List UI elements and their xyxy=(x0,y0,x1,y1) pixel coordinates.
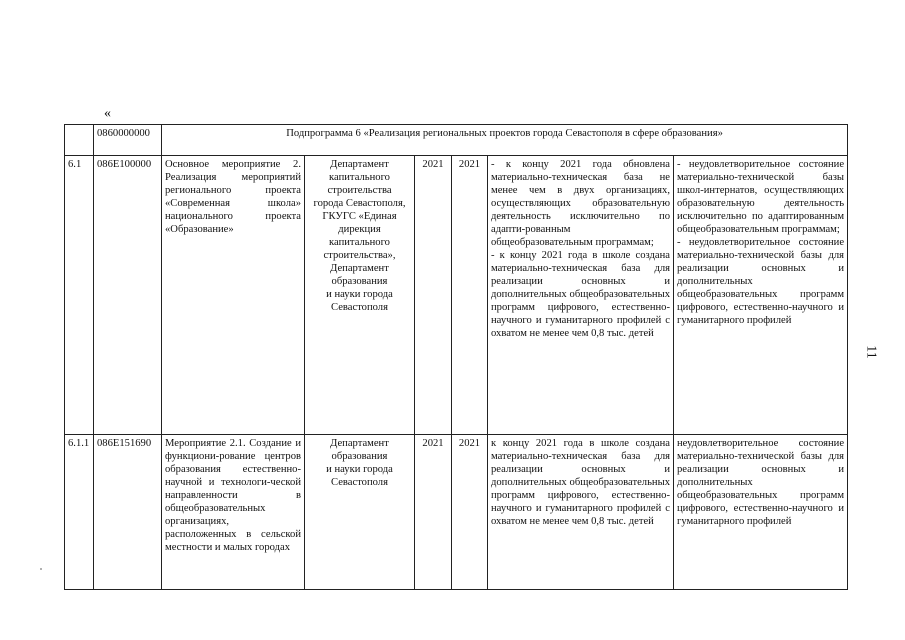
row-code: 086E151690 xyxy=(94,435,162,590)
row-activity-name: Мероприятие 2.1. Создание и функциони-рование центров образования естественно-научной и технологи-ческой направленности в общеобразовательных организациях, расположенных в сельской местности и малых городах xyxy=(162,435,305,590)
table-row xyxy=(65,435,848,590)
row-expected-result: - к концу 2021 года обновлена материально-техническая база не менее чем в двух организациях, осуществляющих образовательную деятельность исключительно по адапти-рованным общеобразовательным программам; - к концу 2021 года в школе создана материально-техническая база для реализации основных и дополнительных общеобразовательных программ цифрового, естественно-научного и гуманитарного профилей с охватом не менее чем 0,8 тыс. детей xyxy=(488,156,674,435)
subprogram-code: 0860000000 xyxy=(94,125,162,156)
empty-number-cell xyxy=(65,125,94,156)
subprogram-title: Подпрограмма 6 «Реализация региональных проектов города Севастополя в сфере образования» xyxy=(162,125,848,156)
row-executor: Департамент капитального строительства города Севастополя, ГКУГС «Единая дирекция капитального строительства», Департамент образования и науки города Севастополя xyxy=(305,156,415,435)
page-number: 11 xyxy=(863,345,879,359)
program-activities-table xyxy=(64,124,848,590)
row-year-end: 2021 xyxy=(452,435,488,590)
row-number: 6.1 xyxy=(65,156,94,435)
row-number: 6.1.1 xyxy=(65,435,94,590)
row-consequences: - неудовлетворительное состояние материально-технической базы школ-интернатов, осуществляющих образовательную деятельность исключительно по адаптированным общеобразовательным программам; - неудовлетворительное состояние материально-технической базы для реализации основных и дополнительных общеобразовательных программ цифрового, естественно-научного и гуманитарного профилей xyxy=(674,156,848,435)
opening-quote-mark: « xyxy=(104,106,111,121)
row-year-start: 2021 xyxy=(415,435,452,590)
row-code: 086E100000 xyxy=(94,156,162,435)
row-consequences: неудовлетворительное состояние материально-технической базы для реализации основных и дополнительных общеобразовательных программ цифрового, естественно-научного и гуманитарного профилей xyxy=(674,435,848,590)
row-activity-name: Основное мероприятие 2. Реализация мероприятий регионального проекта «Современная школа» национального проекта «Образование» xyxy=(162,156,305,435)
row-executor: Департамент образования и науки города Севастополя xyxy=(305,435,415,590)
row-expected-result: к концу 2021 года в школе создана материально-техническая база для реализации основных и дополнительных общеобразовательных программ цифрового, естественно-научного и гуманитарного профилей с охватом не менее чем 0,8 тыс. детей xyxy=(488,435,674,590)
row-year-start: 2021 xyxy=(415,156,452,435)
row-year-end: 2021 xyxy=(452,156,488,435)
scan-speck xyxy=(40,568,42,570)
subprogram-row xyxy=(65,125,848,156)
table-row xyxy=(65,156,848,435)
